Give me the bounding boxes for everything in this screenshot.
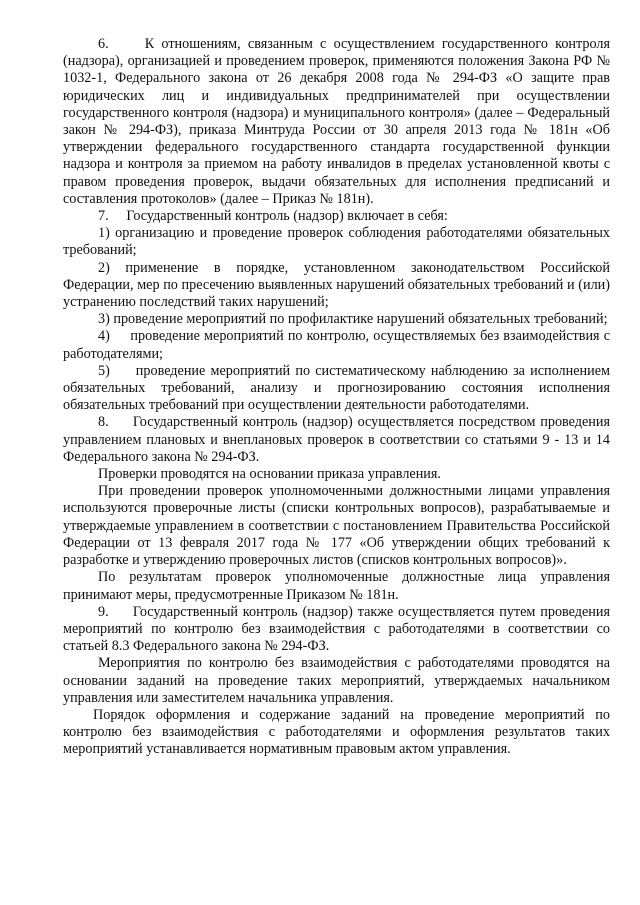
paragraph-checklists: При проведении проверок уполномоченными должностными лицами управления используются проверочные листы (списки контрольных вопросов), разрабатываемые и утверждаемые управлением в соответствии с постановлением Правительства Российской Федерации от 13 февраля 2017 года № 177 «Об утверждении общих требований к разработке и утверждению проверочных листов (списков контрольных вопросов)». [63, 483, 610, 569]
list-item-5: 5) проведение мероприятий по систематическому наблюдению за исполнением обязательных требований, анализу и прогнозированию состояния исполнения обязательных требований при осуществлении деятельности работодателями. [63, 362, 610, 414]
paragraph-procedure: Порядок оформления и содержание заданий на проведение мероприятий по контролю без взаимодействия с работодателями и оформления результатов таких мероприятий устанавливается нормативным правовым актом управления. [63, 706, 610, 758]
paragraph-item-6: 6. К отношениям, связанным с осуществлением государственного контроля (надзора), организацией и проведением проверок, применяются положения Закона РФ № 1032-1, Федерального закона от 26 декабря 2008 года № 294-ФЗ «О защите прав юридических лиц и индивидуальных предпринимателей при осуществлении государственного контроля (надзора) и муниципального контроля» (далее – Федеральный закон № 294-ФЗ), приказа Минтруда России от 30 апреля 2013 года № 181н «Об утверждении федерального государственного стандарта государственной функции надзора и контроля за приемом на работу инвалидов в пределах установленной квоты с правом проведения проверок, выдачи обязательных для исполнения предписаний и составления протоколов» (далее – Приказ № 181н). [63, 36, 610, 207]
list-item-1: 1) организацию и проведение проверок соблюдения работодателями обязательных требований; [63, 225, 610, 259]
paragraph-tasks: Мероприятия по контролю без взаимодействия с работодателями проводятся на основании заданий на проведение таких мероприятий, утверждаемых начальником управления или заместителем начальника управления. [63, 655, 610, 706]
list-item-3: 3) проведение мероприятий по профилактике нарушений обязательных требований; [98, 311, 608, 328]
paragraph-inspections-basis: Проверки проводятся на основании приказа управления. [98, 466, 441, 483]
paragraph-measures: По результатам проверок уполномоченные должностные лица управления принимают меры, предусмотренные Приказом № 181н. [63, 569, 610, 603]
paragraph-item-9: 9. Государственный контроль (надзор) также осуществляется путем проведения мероприятий по контролю без взаимодействия с работодателями в соответствии со статьей 8.3 Федерального закона № 294-ФЗ. [63, 603, 610, 655]
paragraph-item-7: 7. Государственный контроль (надзор) включает в себя: [98, 208, 448, 225]
list-item-2: 2) применение в порядке, установленном законодательством Российской Федерации, мер по пресечению выявленных нарушений обязательных требований и (или) устранению последствий таких нарушений; [63, 259, 610, 311]
list-item-4: 4) проведение мероприятий по контролю, осуществляемых без взаимодействия с работодателями; [63, 328, 610, 362]
paragraph-item-8: 8. Государственный контроль (надзор) осуществляется посредством проведения управлением плановых и внеплановых проверок в соответствии со статьями 9 - 13 и 14 Федерального закона № 294-ФЗ. [63, 414, 610, 465]
